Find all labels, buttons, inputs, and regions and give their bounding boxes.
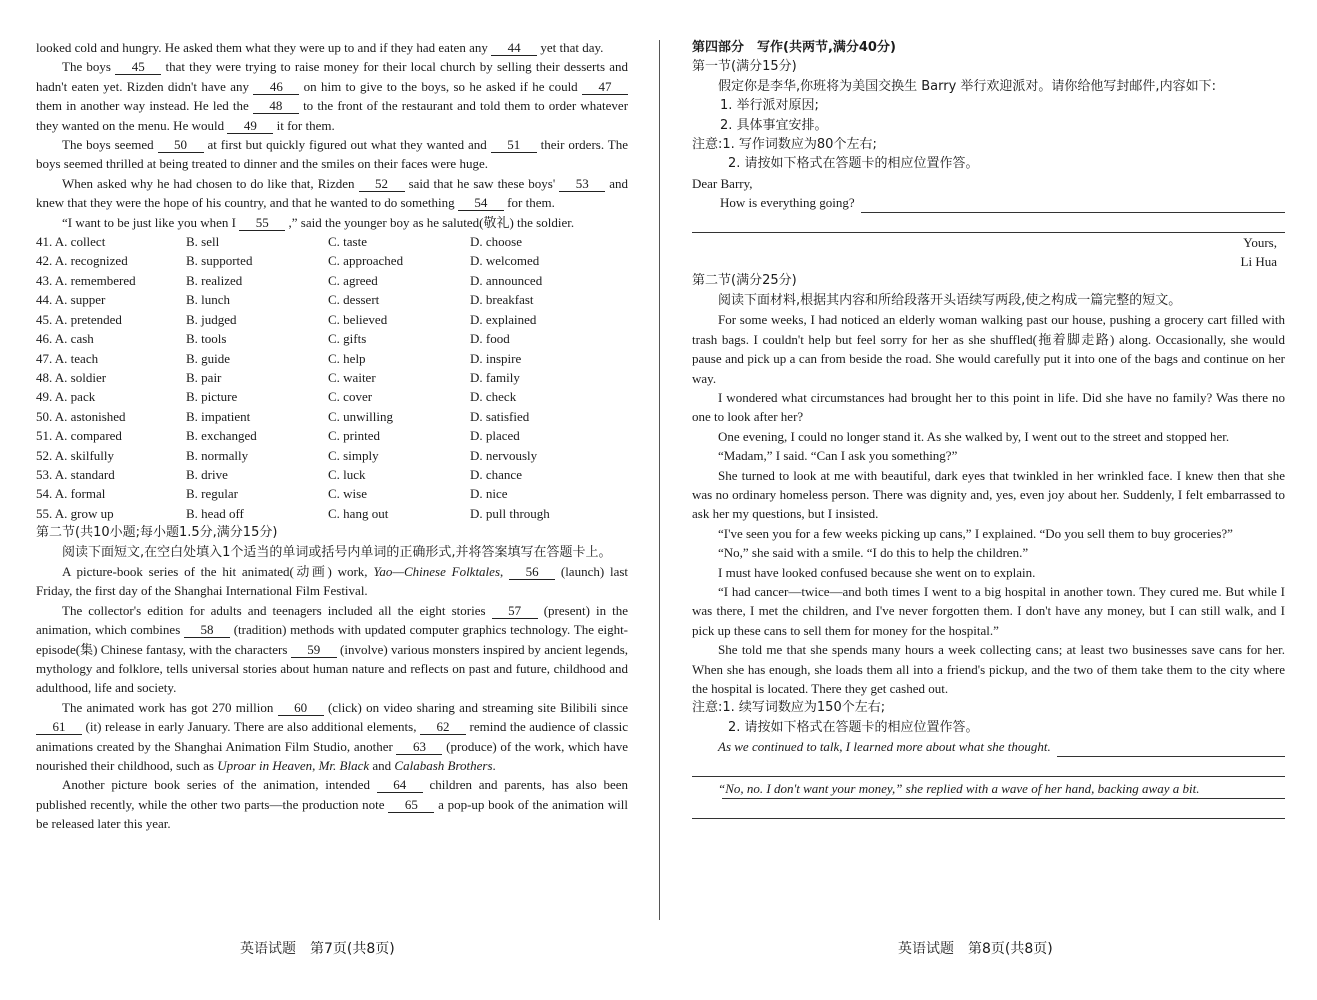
task-prompt: 假定你是李华,你班将为美国交换生 Barry 举行欢迎派对。请你给他写封邮件,内容如下: (718, 78, 1216, 94)
option-46-B: B. tools (186, 331, 227, 347)
option-53-C: C. luck (328, 466, 366, 482)
story-paragraph: “I had cancer—twice—and both times I went to a big hospital in another town. They cured me. But while I was there, I met the children, and I've never forgotten them. I don't have any money, but I can still walk, and I pick up these cans to sell them for money for the hospital.” (692, 583, 1285, 638)
option-41-B: B. sell (186, 234, 220, 250)
section-title: 第一节(满分15分) (692, 59, 797, 75)
note: 2. 请按如下格式在答题卡的相应位置作答。 (728, 156, 979, 172)
section-title: 第二节(满分25分) (692, 273, 797, 289)
option-45-B: B. judged (186, 311, 237, 327)
writing-line (692, 213, 1285, 233)
passage-paragraph: When asked why he had chosen to do like that, Rizden 52 said that he saw these boys' 53 and knew that they were the hope of his country, and that he wanted to do something 54 for them. (36, 175, 629, 211)
option-54-C: C. wise (328, 486, 367, 502)
right-page (692, 38, 1285, 819)
blank-51: 51 (491, 137, 537, 153)
option-43-D: D. announced (470, 272, 543, 288)
blank-63: 63 (396, 739, 442, 755)
page-footer-left: 英语试题 第7页(共8页) (240, 941, 395, 957)
letter-signature: Li Hua (1240, 254, 1277, 270)
story-text (692, 310, 1285, 698)
option-50-A: 50. A. astonished (36, 408, 126, 424)
blank-57: 57 (492, 603, 538, 619)
option-46-A: 46. A. cash (36, 331, 94, 347)
option-54-D: D. nice (470, 486, 508, 502)
option-45-C: C. believed (328, 311, 388, 327)
answer-options (36, 232, 628, 523)
blank-46: 46 (253, 79, 299, 95)
option-53-B: B. drive (186, 466, 228, 482)
option-53-D: D. chance (470, 466, 522, 482)
option-48-C: C. waiter (328, 369, 376, 385)
option-44-D: D. breakfast (470, 292, 534, 308)
page-divider (659, 40, 660, 920)
story-paragraph: She told me that she spends many hours a week collecting cans; at least two businesses save cans for her. When she has enough, she loads them all into a friend's pickup, and the two of them take them to the city where the hospital is located. There they get cashed out. (692, 642, 1285, 696)
option-49-C: C. cover (328, 389, 373, 405)
option-42-B: B. supported (186, 253, 253, 269)
option-42-C: C. approached (328, 253, 404, 269)
option-42-A: 42. A. recognized (36, 253, 128, 269)
blank-48: 48 (253, 98, 299, 114)
story-paragraph: “No,” she said with a smile. “I do this to help the children.” (718, 545, 1029, 561)
writing-line (692, 799, 1285, 819)
continuation-start-2: “No, no. I don't want your money,” she replied with a wave of her hand, backing away a bit. (718, 780, 1200, 796)
option-55-C: C. hang out (328, 505, 389, 521)
option-51-A: 51. A. compared (36, 428, 122, 444)
blank-65: 65 (388, 797, 434, 813)
passage-paragraph: The boys seemed 50 at first but quickly figured out what they wanted and 51 their orders. The boys seemed thrilled at being treated to dinner and the smiles on their faces were huge. (36, 137, 628, 172)
option-47-A: 47. A. teach (36, 350, 99, 366)
option-41-C: C. taste (328, 234, 367, 250)
note: 注意:1. 续写词数应为150个左右; (692, 700, 886, 716)
blank-58: 58 (184, 622, 230, 638)
blank-47: 47 (582, 79, 628, 95)
option-52-C: C. simply (328, 447, 379, 463)
letter-opening: How is everything going? (692, 193, 1285, 212)
part-title: 第四部分 写作(共两节,满分40分) (692, 40, 896, 55)
option-46-C: C. gifts (328, 331, 367, 347)
continuation-start-1: As we continued to talk, I learned more about what she thought. (692, 737, 1285, 756)
blank-54: 54 (458, 195, 504, 211)
option-52-B: B. normally (186, 447, 249, 463)
page-footer-right: 英语试题 第8页(共8页) (898, 941, 1053, 957)
blank-52: 52 (359, 176, 405, 192)
story-paragraph: One evening, I could no longer stand it. As she walked by, I went out to the street and stopped her. (718, 428, 1230, 444)
story-paragraph: She turned to look at me with beautiful, dark eyes that twinkled in her wrinkled face. I knew then that she was no ordinary homeless person. There was dignity and, yes, even joy about her. Suddenly, I felt embarrassed to ask her my questions, but I insisted. (692, 467, 1285, 522)
blank-61: 61 (36, 719, 82, 735)
option-41-D: D. choose (470, 234, 522, 250)
note: 2. 请按如下格式在答题卡的相应位置作答。 (728, 719, 979, 735)
option-49-A: 49. A. pack (36, 389, 96, 405)
option-47-C: C. help (328, 350, 366, 366)
option-49-D: D. check (470, 389, 517, 405)
left-page (36, 38, 628, 834)
option-50-D: D. satisfied (470, 408, 530, 424)
option-43-C: C. agreed (328, 272, 378, 288)
note: 注意:1. 写作词数应为80个左右; (692, 137, 877, 153)
option-54-B: B. regular (186, 486, 238, 502)
story-paragraph: For some weeks, I had noticed an elderly woman walking past our house, pushing a grocery cart filled with trash bags. I couldn't help but feel sorry for her as she shuffled(拖着脚走路) along. Occasionally, she would pause and pick up a can from beside the road. She would carefully put it into one of the bags and continue on her way. (692, 312, 1285, 386)
passage-paragraph: “I want to be just like you when I 55 ,” said the younger boy as he saluted(敬礼) the soldier. (62, 214, 575, 230)
writing-line (1057, 737, 1285, 756)
option-43-B: B. realized (186, 272, 243, 288)
option-49-B: B. picture (186, 389, 238, 405)
blank-49: 49 (227, 118, 273, 134)
blank-44: 44 (491, 40, 537, 56)
writing-line (692, 757, 1285, 777)
passage-paragraph: Another picture book series of the animation, intended 64 children and parents, has also been published recently, while the other two parts—the production note 65 a pop-up book of the animation will be released later this year. (36, 777, 629, 832)
blank-45: 45 (115, 59, 161, 75)
option-55-B: B. head off (186, 505, 244, 521)
letter-closing: Yours, (1243, 234, 1277, 250)
blank-53: 53 (559, 176, 605, 192)
blank-64: 64 (377, 777, 423, 793)
passage-paragraph: A picture-book series of the hit animated(动画) work, Yao—Chinese Folktales, 56 (launch) last Friday, the first day of the Shanghai International Film Festival. (36, 563, 629, 599)
blank-60: 60 (278, 700, 324, 716)
option-55-D: D. pull through (470, 505, 550, 521)
option-42-D: D. welcomed (470, 253, 540, 269)
passage-paragraph: The collector's edition for adults and teenagers included all the eight stories 57 (present) in the animation, which combines 58 (tradition) methods with updated computer graphics technology. The eight-episode(集) Chinese fantasy, with the characters 59 (involve) various monsters inspired by ancient legends, mythology and folklore, tells universal stories about human nature and reflects on past and future, childhood and adulthood, life and society. (36, 602, 629, 696)
passage-paragraph: looked cold and hungry. He asked them what they were up to and if they had eaten any 44 yet that day. (36, 40, 604, 55)
task-point: 1. 举行派对原因; (720, 98, 819, 114)
option-48-D: D. family (470, 369, 520, 385)
option-45-A: 45. A. pretended (36, 311, 122, 327)
option-45-D: D. explained (470, 311, 537, 327)
option-46-D: D. food (470, 331, 510, 347)
option-51-D: D. placed (470, 428, 520, 444)
option-54-A: 54. A. formal (36, 486, 106, 502)
passage-paragraph: The boys 45 that they were trying to raise money for their local church by selling their desserts and hadn't eaten yet. Rizden didn't have any 46 on him to give to the boys, so he asked if he could 47 them in another way instead. He led the 48 to the front of the restaurant and told them to order whatever they wanted on the menu. He would 49 it for them. (36, 59, 629, 133)
option-48-B: B. pair (186, 369, 222, 385)
option-51-B: B. exchanged (186, 428, 257, 444)
blank-56: 56 (509, 564, 555, 580)
story-paragraph: I must have looked confused because she went on to explain. (718, 564, 1036, 580)
blank-50: 50 (158, 137, 204, 153)
writing-line (861, 193, 1285, 212)
section-title: 第二节(共10小题;每小题1.5分,满分15分) (36, 525, 278, 541)
option-44-B: B. lunch (186, 292, 231, 308)
story-paragraph: “Madam,” I said. “Can I ask you something?” (718, 448, 958, 464)
option-51-C: C. printed (328, 428, 380, 444)
task-point: 2. 具体事宜安排。 (720, 117, 828, 133)
option-52-D: D. nervously (470, 447, 538, 463)
story-paragraph: I wondered what circumstances had brought her to this point in life. Did she have no family? Was there no one to look after her? (692, 389, 1285, 425)
option-44-C: C. dessert (328, 292, 380, 308)
blank-62: 62 (420, 719, 466, 735)
passage-paragraph: The animated work has got 270 million 60 (click) on video sharing and streaming site Bilibili since 61 (it) release in early January. There are also additional elements, 62 remind the audience of classic animations created by the Shanghai Animation Film Studio, another 63 (produce) of the work, which have nourished their childhood, such as Uproar in Heaven, Mr. Black and Calabash Brothers. (36, 699, 629, 774)
section-instructions: 阅读下面短文,在空白处填入1个适当的单词或括号内单词的正确形式,并将答案填写在答题卡上。 (62, 544, 612, 560)
option-47-D: D. inspire (470, 350, 522, 366)
option-50-C: C. unwilling (328, 408, 394, 424)
option-50-B: B. impatient (186, 408, 251, 424)
story-paragraph: “I've seen you for a few weeks picking up cans,” I explained. “Do you sell them to buy groceries?” (718, 525, 1233, 541)
option-52-A: 52. A. skilfully (36, 447, 115, 463)
option-41-A: 41. A. collect (36, 234, 106, 250)
blank-59: 59 (291, 642, 337, 658)
blank-55: 55 (239, 215, 285, 231)
option-48-A: 48. A. soldier (36, 369, 107, 385)
option-55-A: 55. A. grow up (36, 505, 114, 521)
section-instructions: 阅读下面材料,根据其内容和所给段落开头语续写两段,使之构成一篇完整的短文。 (718, 292, 1182, 308)
option-53-A: 53. A. standard (36, 466, 115, 482)
option-43-A: 43. A. remembered (36, 272, 136, 288)
option-44-A: 44. A. supper (36, 292, 106, 308)
option-47-B: B. guide (186, 350, 231, 366)
letter-salutation: Dear Barry, (692, 175, 753, 191)
